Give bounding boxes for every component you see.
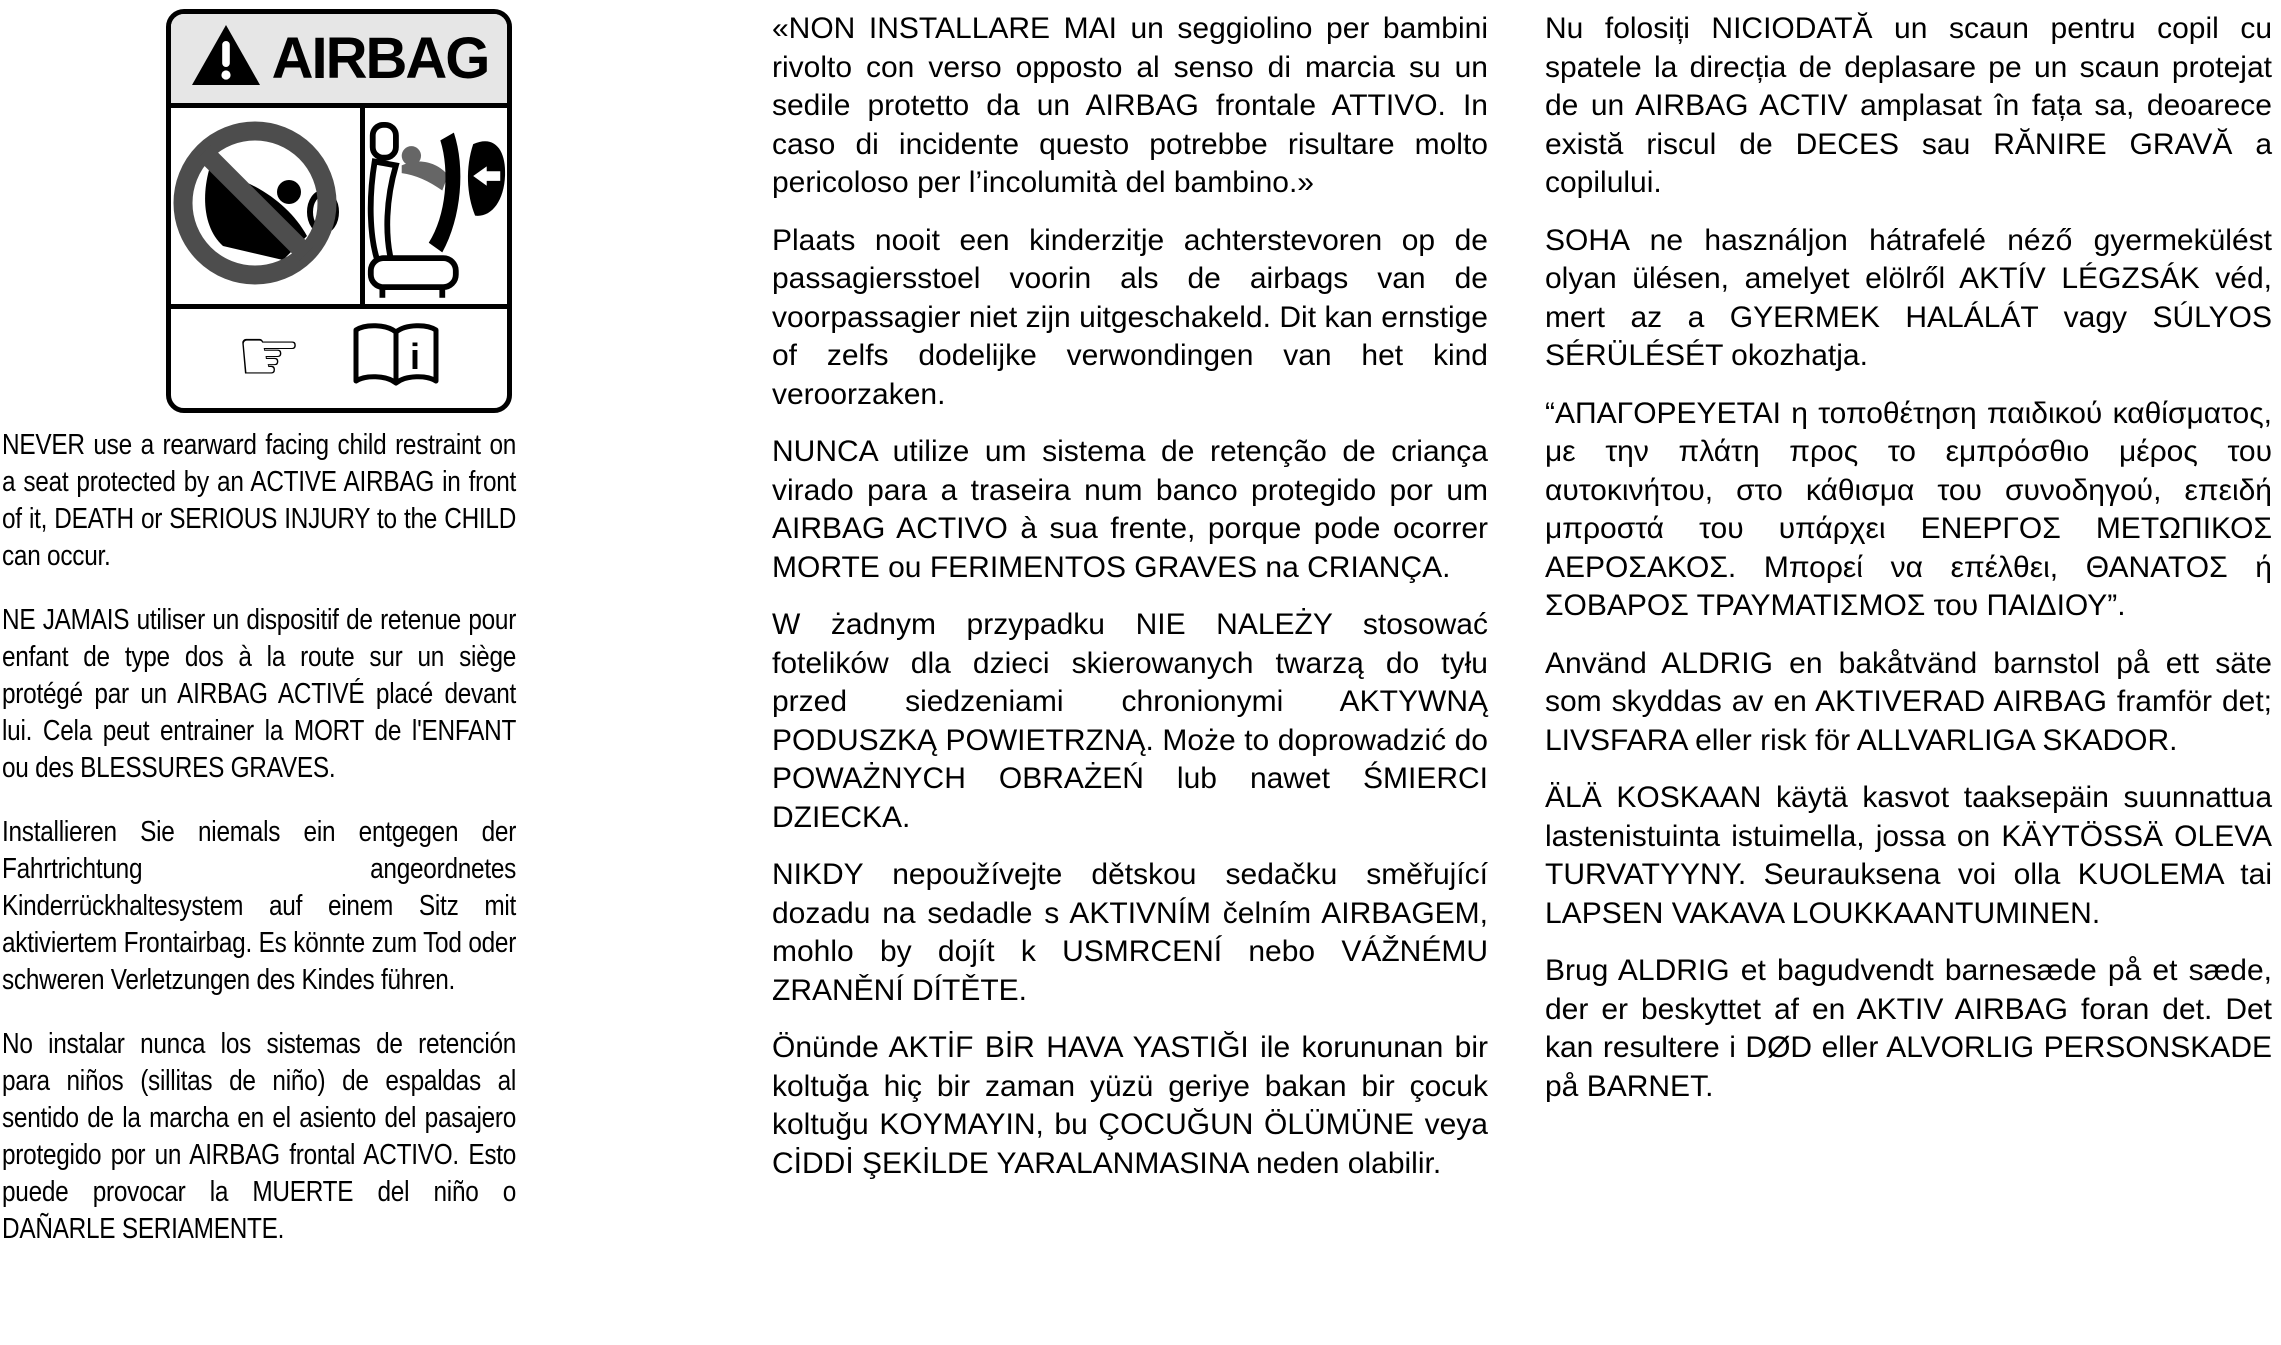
airbag-deployment-pictogram — [365, 108, 507, 304]
warning-triangle-icon — [190, 23, 262, 94]
label-pictograms — [171, 108, 507, 309]
label-header — [171, 14, 507, 108]
manual-letter: i — [410, 336, 421, 377]
left-column — [2, 0, 642, 1275]
paragraph-spanish: No instalar nunca los sistemas de retención para niños (sillitas de niño) de espaldas al sentido de la marcha en el asiento del pasajero protegido por un AIRBAG frontal ACTIVO. Esto puede provocar la MUERTE del niño o DAÑARLE SERIAMENTE. — [2, 1028, 517, 1245]
paragraph-turkish: Önünde AKTİF BİR HAVA YASTIĞI ile korununan bir koltuğa hiç bir zaman yüzü geriye bakan bir çocuk koltuğu KOYMAYIN, bu ÇOCUĞUN ÖLÜMÜNE veya CİDDİ ŞEKİLDE YARALANMASINA neden olabilir. — [772, 1031, 1488, 1180]
paragraph-italian: «NON INSTALLARE MAI un seggiolino per bambini rivolto con verso opposto al senso di marcia su un sedile protetto da un AIRBAG frontale ATTIVO. In caso di incidente questo potrebbe risultare molto pericoloso per l’incolumità del bambino.» — [772, 12, 1488, 199]
paragraph-portuguese: NUNCA utilize um sistema de retenção de criança virado para a traseira num banco protegido por um AIRBAG ACTIVO à sua frente, porque pode ocorrer MORTE ou FERIMENTOS GRAVES na CRIANÇA. — [772, 435, 1488, 584]
right-column — [1545, 0, 2272, 1125]
left-column-text — [2, 427, 516, 1248]
paragraph-english: NEVER use a rearward facing child restraint on a seat protected by an ACTIVE AIRBAG in front of it, DEATH or SERIOUS INJURY to the CHILD can occur. — [2, 429, 517, 572]
paragraph-hungarian: SOHA ne használjon hátrafelé néző gyermekülést olyan ülésen, amelyet elölről AKTÍV LÉGZSÁK véd, mert az a GYERMEK HALÁLÁT vagy SÚLYOS SÉRÜLÉSÉT okozhatja. — [1545, 223, 2272, 372]
label-footer — [171, 309, 507, 408]
paragraph-romanian: Nu folosiți NICIODATĂ un scaun pentru copil cu spatele la direcția de deplasare pe un scaun protejat de un AIRBAG ACTIV amplasat în fața sa, deoarece există riscul de DECES sau RĂNIRE GRAVĂ a copilului. — [1545, 12, 2272, 199]
paragraph-german: Installieren Sie niemals ein entgegen der Fahrtrichtung angeordnetes Kinderrückhaltesystem auf einem Sitz mit aktiviertem Frontairbag. Es könnte zum Tod oder schweren Verletzungen des Kindes führen. — [2, 816, 517, 996]
middle-column — [772, 0, 1488, 1202]
airbag-warning-label — [166, 9, 512, 413]
open-manual-icon — [350, 321, 442, 396]
paragraph-polish: W żadnym przypadku NIE NALEŻY stosować fotelików dla dzieci skierowanych twarzą do tyłu przed siedzeniami chronionymi AKTYWNĄ PODUSZKĄ POWIETRZNĄ. Może to doprowadzić do POWAŻNYCH OBRAŻEŃ lub nawet ŚMIERCI DZIECKA. — [772, 608, 1488, 834]
paragraph-greek: “ΑΠΑΓΟΡΕΥΕΤΑΙ η τοποθέτηση παιδικού καθίσματος, με την πλάτη προς το εμπρόσθιο μέρος του αυτοκινήτου, στο κάθισμα του συνοδηγού, επειδή μπροστά του υπάρχει ΕΝΕΡΓΟΣ ΜΕΤΩΠΙΚΟΣ ΑΕΡΟΣΑΚΟΣ. Μπορεί να επέλθει, ΘΑΝΑΤΟΣ ή ΣΟΒΑΡΟΣ ΤΡΑΥΜΑΤΙΣΜΟΣ του ΠΑΙΔΙΟΥ”. — [1545, 396, 2272, 622]
no-rear-child-seat-pictogram — [171, 108, 365, 304]
paragraph-french: NE JAMAIS utiliser un dispositif de retenue pour enfant de type dos à la route sur un siège protégé par un AIRBAG ACTIVÉ placé devant lui. Cela peut entrainer la MORT de l'ENFANT ou des BLESSURES GRAVES. — [2, 604, 517, 784]
paragraph-swedish: Använd ALDRIG en bakåtvänd barnstol på ett säte som skyddas av en AKTIVERAD AIRBAG framför det; LIVSFARA eller risk för ALLVARLIGA SKADOR. — [1545, 646, 2272, 757]
label-title: AIRBAG — [271, 26, 489, 91]
paragraph-czech: NIKDY nepoužívejte dětskou sedačku směřující dozadu na sedadle s AKTIVNÍM čelním AIRBAGEM, mohlo by dojít k USMRCENÍ nebo VÁŽNÉMU ZRANĚNÍ DÍTĚTE. — [772, 858, 1488, 1007]
paragraph-dutch: Plaats nooit een kinderzitje achterstevoren op de passagiersstoel voorin als de airbags van de voorpassagier niet zijn uitgeschakeld. Dit kan ernstige of zelfs dodelijke verwondingen van het kind veroorzaken. — [772, 223, 1488, 411]
pointing-hand-icon: ☞ — [235, 312, 303, 399]
paragraph-finnish: ÄLÄ KOSKAAN käytä kasvot taaksepäin suunnattua lastenistuinta istuimella, jossa on KÄYTÖSSÄ OLEVA TURVATYYNY. Seurauksena voi olla KUOLEMA tai LAPSEN VAKAVA LOUKKAANTUMINEN. — [1545, 781, 2272, 930]
paragraph-danish: Brug ALDRIG et bagudvendt barnesæde på et sæde, der er beskyttet af en AKTIV AIRBAG foran det. Det kan resultere i DØD eller ALVORLIG PERSONSKADE på BARNET. — [1545, 954, 2272, 1103]
